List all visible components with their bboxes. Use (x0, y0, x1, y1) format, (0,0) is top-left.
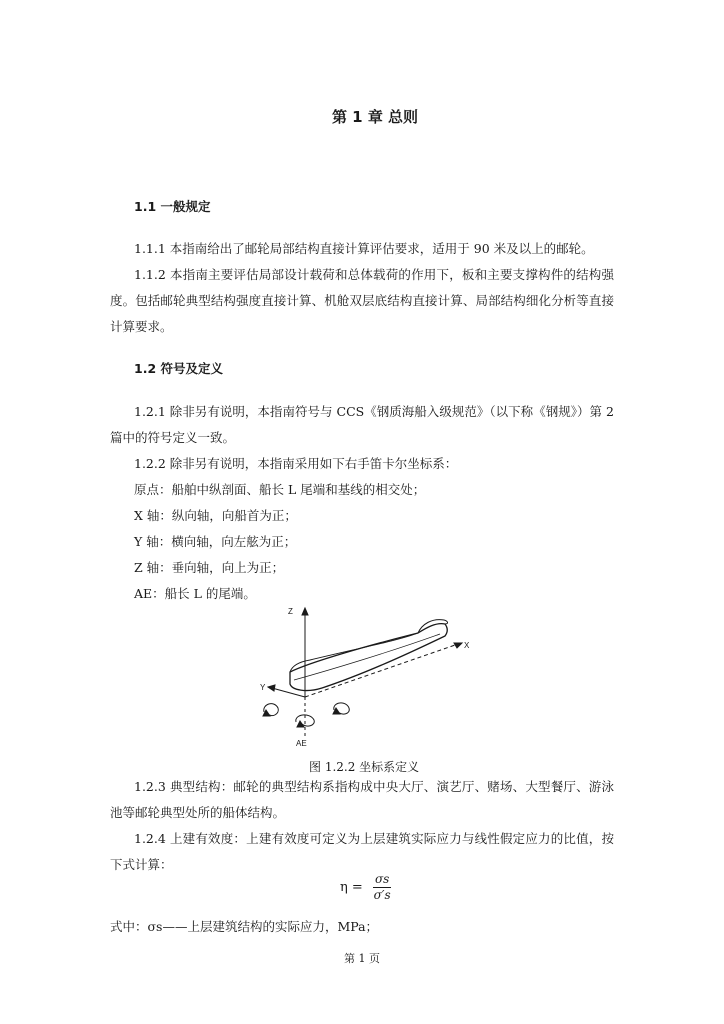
section-heading-1-2: 1.2 符号及定义 (134, 361, 223, 376)
definition-y-axis: Y 轴：横向轴，向左舷为正； (134, 534, 297, 549)
formula (340, 872, 391, 903)
formula-denominator: σ′s (373, 888, 391, 902)
paragraph-1-2-1-line2: 篇中的符号定义一致。 (110, 430, 236, 445)
definition-x-axis: X 轴：纵向轴，向船首为正； (134, 508, 297, 523)
paragraph-1-2-1-line1: 1.2.1 除非另有说明，本指南符号与 CCS《钢质海船入级规范》（以下称《钢规》）第 2 (134, 404, 614, 419)
formula-lhs: η = (340, 880, 363, 895)
z-axis-arrowhead (302, 608, 308, 615)
y-axis-arrowhead (268, 685, 275, 691)
ship-hull-icon (290, 624, 447, 691)
paragraph-1-1-2-line1: 1.1.2 本指南主要评估局部设计载荷和总体载荷的作用下，板和主要支撑构件的结构强 (134, 267, 614, 282)
label-x: X (464, 641, 470, 650)
formula-where-line: 式中：σs——上层建筑结构的实际应力，MPa； (110, 919, 379, 934)
y-axis-line (272, 688, 305, 697)
definition-z-axis: Z 轴：垂向轴，向上为正； (134, 560, 285, 575)
coordinate-system-figure (250, 600, 480, 750)
figure-caption: 图 1.2.2 坐标系定义 (309, 760, 420, 774)
paragraph-1-1-1: 1.1.1 本指南给出了邮轮局部结构直接计算评估要求，适用于 90 米及以上的邮轮。 (134, 241, 594, 256)
label-z: Z (288, 607, 293, 616)
paragraph-1-2-2: 1.2.2 除非另有说明，本指南采用如下右手笛卡尔坐标系： (134, 456, 458, 471)
paragraph-1-1-2-line3: 计算要求。 (110, 319, 173, 334)
paragraph-1-1-2-line2: 度。包括邮轮典型结构强度直接计算、机舱双层底结构直接计算、局部结构细化分析等直接 (110, 293, 614, 308)
definition-origin: 原点：船舶中纵剖面、船长 L 尾端和基线的相交处； (134, 482, 426, 497)
paragraph-1-2-4-line2: 下式计算： (110, 857, 173, 872)
section-heading-1-1: 1.1 一般规定 (134, 199, 211, 214)
definition-ae: AE：船长 L 的尾端。 (134, 586, 256, 601)
paragraph-1-2-3-line2: 池等邮轮典型处所的船体结构。 (110, 805, 286, 820)
x-axis-arrowhead (454, 643, 462, 648)
label-ae: AE (296, 739, 307, 748)
label-y: Y (260, 683, 266, 692)
paragraph-1-2-3-line1: 1.2.3 典型结构：邮轮的典型结构系指构成中央大厅、演艺厅、赌场、大型餐厅、游泳 (134, 779, 614, 794)
page-number: 第 1 页 (344, 952, 380, 965)
formula-numerator: σs (374, 872, 390, 886)
chapter-title: 第 1 章 总则 (331, 108, 419, 126)
paragraph-1-2-4-line1: 1.2.4 上建有效度：上建有效度可定义为上层建筑实际应力与线性假定应力的比值，按 (134, 831, 614, 846)
